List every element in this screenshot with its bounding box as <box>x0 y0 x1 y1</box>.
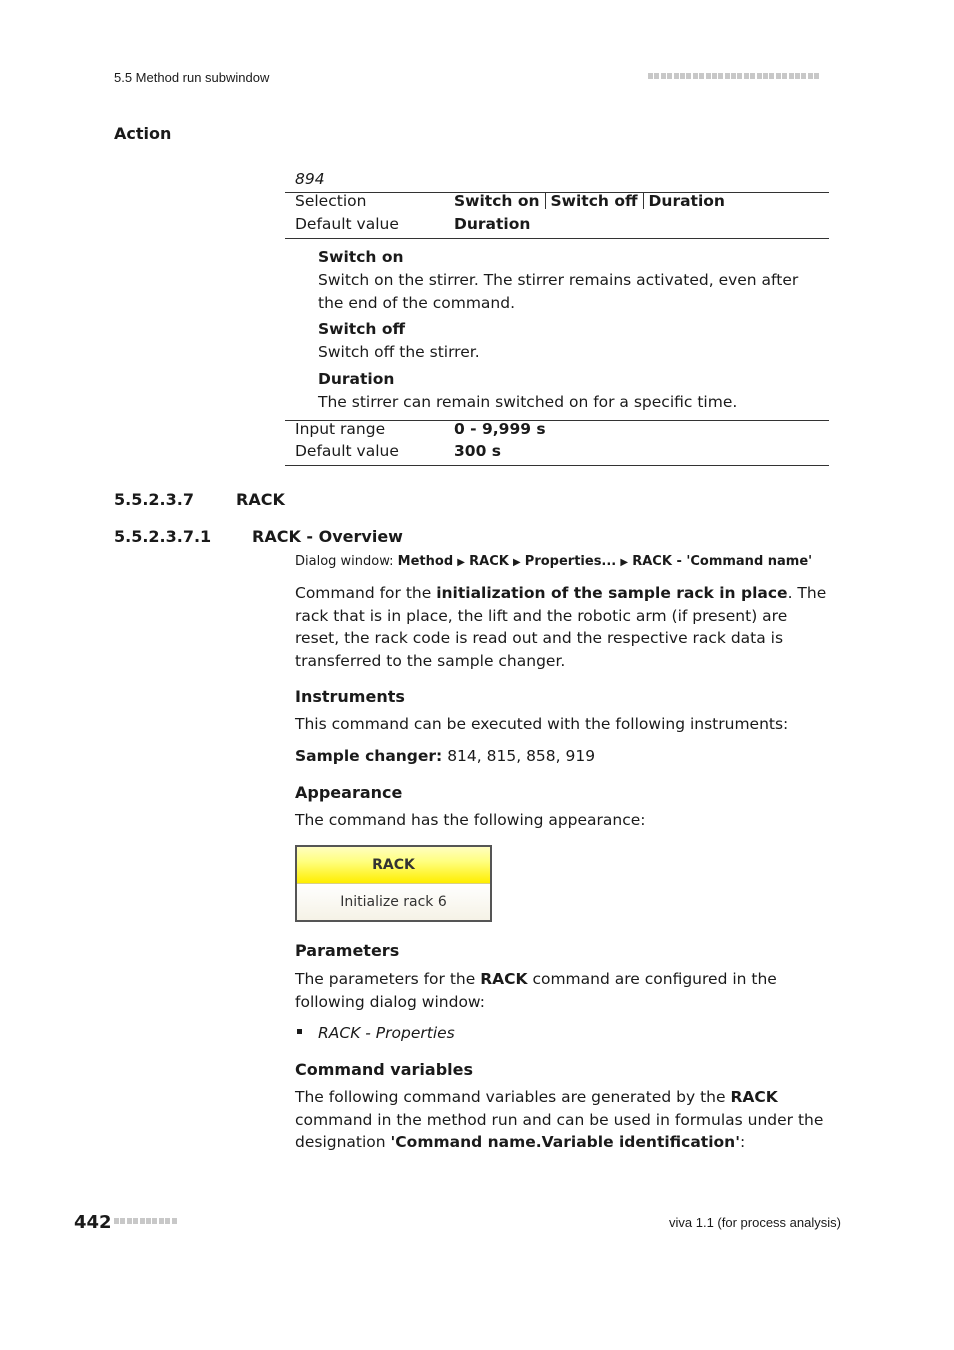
dialog-path <box>295 554 812 569</box>
selection-values <box>454 192 725 210</box>
input-range-value: 0 - 9,999 s <box>454 420 546 438</box>
option-description: Switch off the stirrer. <box>318 343 480 361</box>
dialog-path-item: RACK <box>469 554 509 569</box>
intro-text: . The rack that is in place, the lift and the robotic arm (if present) are reset, the rack code is read out and the respective rack data is transferred to the sample changer. <box>295 584 827 670</box>
header-decor-dots <box>648 73 819 79</box>
path-arrow-icon: ▶ <box>512 557 521 568</box>
appearance-heading: Appearance <box>295 783 403 802</box>
option-name: Switch off <box>318 320 406 338</box>
subsection-number: 5.5.2.3.7.1 <box>114 527 212 546</box>
parameters-text <box>295 968 829 1013</box>
dialog-path-prefix: Dialog window: <box>295 554 394 569</box>
rack-command-title: RACK <box>297 847 490 884</box>
table-bottom-rule <box>285 465 829 466</box>
cv-text: The following command variables are generated by the <box>295 1088 731 1106</box>
option-description: Switch on the stirrer. The stirrer remains activated, even after the end of the command. <box>318 271 799 312</box>
table-mid-rule <box>285 238 829 239</box>
option-separator <box>545 192 546 209</box>
option-description: The stirrer can remain switched on for a specific time. <box>318 393 738 411</box>
cv-text: command in the method run and can be used in formulas under the designation <box>295 1110 824 1152</box>
action-heading: Action <box>114 124 172 143</box>
cv-command: RACK <box>730 1088 778 1106</box>
instruments-list <box>295 745 829 768</box>
dialog-path-item: Properties... <box>524 554 617 569</box>
instrument-label: Sample changer: <box>295 747 443 765</box>
section-title: RACK <box>236 490 285 509</box>
path-arrow-icon: ▶ <box>457 557 465 568</box>
parameter-table-title: 894 <box>295 170 325 188</box>
intro-emphasis: initialization of the sample rack in place <box>436 584 788 602</box>
selection-option: Switch on <box>454 192 540 210</box>
rack-command-text: Initialize rack 6 <box>297 884 490 920</box>
instruments-heading: Instruments <box>295 687 405 706</box>
subsection-title: RACK - Overview <box>252 527 403 546</box>
parameters-heading: Parameters <box>295 941 400 960</box>
default-value-label: Default value <box>295 442 399 460</box>
properties-link[interactable]: RACK - Properties <box>318 1024 455 1042</box>
running-header-section: 5.5 Method run subwindow <box>114 70 270 85</box>
command-variables-heading: Command variables <box>295 1060 473 1079</box>
instrument-models: 814, 815, 858, 919 <box>442 747 596 765</box>
bullet-icon <box>297 1029 302 1034</box>
input-range-label: Input range <box>295 420 386 438</box>
appearance-text: The command has the following appearance: <box>295 811 646 829</box>
cv-designation: 'Command name.Variable identification' <box>390 1133 740 1152</box>
command-variables-text <box>295 1086 829 1154</box>
default-value: Duration <box>454 215 531 233</box>
selection-label: Selection <box>295 192 367 210</box>
selection-option: Switch off <box>550 192 638 210</box>
instruments-text: This command can be executed with the following instruments: <box>295 715 789 733</box>
footer-product: viva 1.1 (for process analysis) <box>669 1215 841 1230</box>
option-name: Duration <box>318 370 395 388</box>
option-separator <box>643 192 644 209</box>
parameters-text-part: The parameters for the <box>295 970 481 988</box>
parameters-text-part: command are configured in the following dialog window: <box>295 970 777 1011</box>
cv-text: : <box>739 1133 746 1152</box>
dialog-path-item: Method <box>397 554 454 569</box>
parameters-command: RACK <box>480 970 528 988</box>
dialog-path-item: RACK - 'Command name' <box>632 554 813 569</box>
page-number: 442 <box>74 1212 112 1233</box>
option-name: Switch on <box>318 248 404 266</box>
intro-text: Command for the <box>295 584 437 602</box>
default-value: 300 s <box>454 442 501 460</box>
section-number: 5.5.2.3.7 <box>114 490 194 509</box>
selection-option: Duration <box>648 192 725 210</box>
path-arrow-icon: ▶ <box>620 557 629 568</box>
intro-paragraph <box>295 582 829 672</box>
footer-decor-dots <box>114 1218 177 1224</box>
default-value-label: Default value <box>295 215 399 233</box>
rack-command-box <box>295 845 492 922</box>
